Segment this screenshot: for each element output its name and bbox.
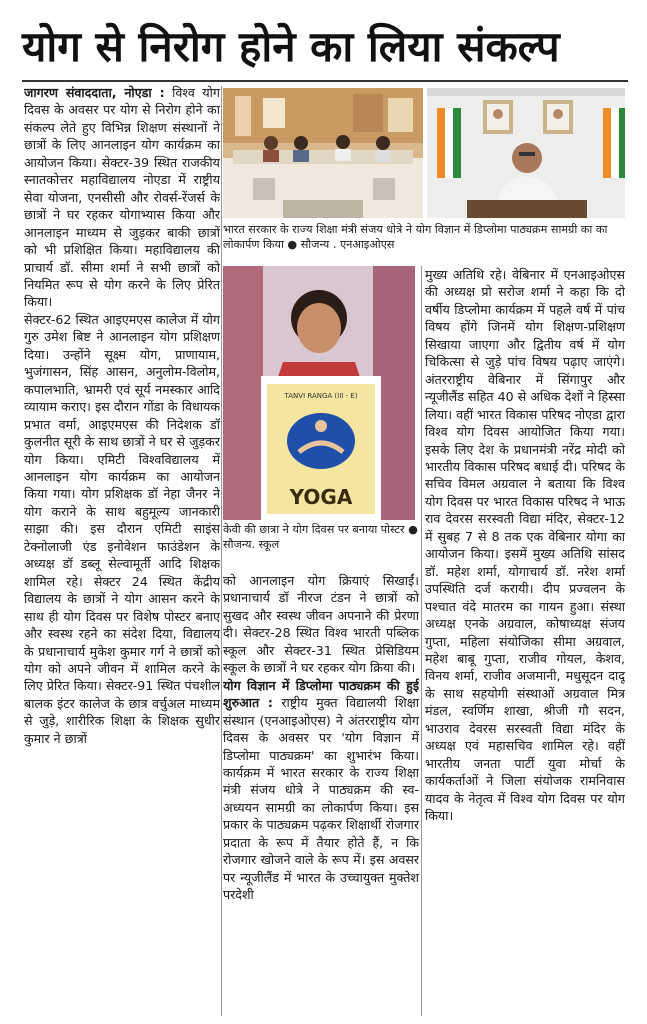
photo-caption-student: केवी की छात्रा ने योग दिवस पर बनाया पोस्टर ● सौजन्य. स्कूल [223, 523, 418, 551]
photo-minister-image [427, 88, 625, 218]
column-divider [421, 266, 422, 1016]
column2-body: राष्ट्रीय मुक्त विद्यालयी शिक्षा संस्थान (एनआइओएस) ने अंतरराष्ट्रीय योग दिवस के अवसर पर 'योग विज्ञान में डिप्लोमा पाठ्यक्रम' का शुभारंभ किया। कार्यक्रम में भारत सरकार के राज्य शिक्षा मंत्री संजय धोत्रे ने पाठ्यक्रम की स्व-अध्ययन सामग्री का लोकार्पण किया। इस प्रकार के पाठ्यक्रम पढ़कर शिक्षार्थी रोजगार प्रदाता के रूप में तैयार होते हैं, न कि रोजगार खोजने वाले के रूप में। इस अवसर पर न्यूजीलैंड में भारत के उच्चायुक्त मुक्तेश परदेशी [223, 695, 419, 903]
photo-student-poster [223, 266, 415, 520]
photo-minister-video [427, 88, 625, 218]
column2-paragraph-2 [223, 677, 419, 904]
column-divider [221, 86, 222, 1016]
column1-paragraph-2: सेक्टर-62 स्थित आइएमएस कालेज में योग गुरु उमेश बिष्ट ने आनलाइन योग प्रशिक्षण दिया। उन्होंने सूक्ष्म योग, प्राणायाम, भुजंगासन, सिंह आसन, अनुलोम-विलोम, कपालभाति, भ्रामरी एवं सूर्य नमस्कार आदि व्यायाम कराए। इस दौरान गोंडा के विधायक प्रभात वर्मा, आइएमएस की निदेशक डॉ कुलनीत सूरी के साथ छात्रों ने घर से जुड़कर योग किया। एमिटी विश्वविद्यालय में आनलाइन योग कार्यक्रम का आयोजन किया गया। योग प्रशिक्षक डॉ नेहा जैनर ने योग कराने के साथ बहुमूल्य जानकारी साझा की। इस दौरान एमिटी साइंस टेक्नोलाजी एंड इनोवेशन फाउंडेशन के अध्यक्ष डॉ डब्लू सेल्वामूर्ती आदि शिक्षक शामिल रहे। सेक्टर 24 स्थित केंद्रीय विद्यालय के छात्रों ने योग आसन करने के साथ ही योग दिवस पर विशेष पोस्टर बनाए और स्वस्थ रहने का संदेश दिया, विद्यालय के प्रधानाचार्य मुकेश कुमार गर्ग ने छात्रों को योग को अपने जीवन में शामिल करने के लिए प्रेरित किया। सेक्टर-91 स्थित पंचशील बालक इंटर कालेज के छात्र वर्चुअल माध्यम से जुड़े, शारीरिक शिक्षा के शिक्षक सुधीर कुमार ने छात्रों [24, 311, 220, 746]
photo-caption-minister: भारत सरकार के राज्य शिक्षा मंत्री संजय धोत्रे ने योग विज्ञान में डिप्लोमा पाठ्यक्रम सामग्री का का लोकार्पण किया ● सौजन्य . एनआइओएस [223, 223, 608, 251]
column1-paragraph-1 [24, 84, 220, 311]
article-column-3 [425, 266, 625, 1016]
photo-student-image [223, 266, 415, 520]
column1-text-1: विश्व योग दिवस के अवसर पर योग से निरोग होने का संकल्प लेते हुए विभिन्न शिक्षण संस्थानों ने छात्रों के लिए आनलाइन योग कार्यक्रम का आयोजन किया। सेक्टर-39 स्थित राजकीय स्नातकोत्तर महाविद्यालय नोएडा में राष्ट्रीय सेवा योजना, एनसीसी और रोवर्स-रेंजर्स के छात्रों ने घर रहकर योगाभ्यास किया और आनलाइन माध्यम से जुड़कर बाकी छात्रों को भी प्रशिक्षित किया। महाविद्यालय की प्राचार्य डॉ. सीमा शर्मा ने सभी छात्रों को नियमित रूप से योग करने के लिए प्रेरित किया। [24, 85, 220, 310]
poster-yoga-text: YOGA [289, 485, 353, 509]
dateline: जागरण संवाददाता, नोएडा : [24, 85, 165, 100]
article-column-2 [223, 572, 419, 1016]
column3-paragraph-1: मुख्य अतिथि रहे। वेबिनार में एनआइओएस की अध्यक्ष प्रो सरोज शर्मा ने कहा कि दो वर्षीय डिप्लोमा कार्यक्रम में पहले वर्ष में पांच विषय होंगे जिनमें योग शिक्षण-प्रशिक्षण सिखाया जाएगा और द्वितीय वर्ष में योग चिकित्सा से जुड़े पांच विषय पढ़ाए जाएंगे। अंतरराष्ट्रीय वेबिनार में सिंगापुर और न्यूजीलैंड सहित 40 से अधिक देशों ने हिस्सा लिया। वहीं भारत विकास परिषद नोएडा द्वारा विश्व योग दिवस आयोजित किया गया। इसके लिए देश के प्रधानमंत्री नरेंद्र मोदी को भारतीय विकास परिषद बधाई दी। परिषद के सचिव विमल अग्रवाल ने बताया कि विश्व योग दिवस पर भारत विकास परिषद ने भाऊ राव देवरस सरस्वती विद्या मंदिर, सेक्टर-12 में सुबह 7 से 8 तक एक वेबिनार योगा का आयोजन किया। इसमें मुख्य अतिथि सांसद डॉ. महेश शर्मा, योगाचार्य डॉ. नरेश शर्मा उपस्थिति दर्ज करायी। दीप प्रज्वलन के पश्चात वंदे मातरम का गायन हुआ। संस्था अध्यक्ष एनके अग्रवाल, कोषाध्यक्ष संजय गुप्ता, महिला संयोजिका सीमा अग्रवाल, महेश बाबू गुप्ता, राजीव गोयल, केशव, विनय शर्मा, राजीव अजमानी, मधुसूदन दादू के साथ सहयोगी संस्थाओं अग्रवाल मित्र मंडल, स्वर्णिम शाखा, श्रीजी गौ सदन, भाउराव देवरस सरस्वती विद्या मंदिर के अध्यक्ष एवं महासचिव शामिल रहे। वहीं भारतीय जनता पार्टी युवा मोर्चा के कार्यकर्ताओं ने जिला संयोजक रामनिवास यादव के नेतृत्व में विश्व योग दिवस पर योग किया। [425, 267, 625, 824]
article-column-1 [24, 84, 220, 1016]
photo-dais-ceremony [223, 88, 423, 218]
headline-rule [22, 80, 628, 82]
subhead-diploma: योग विज्ञान में डिप्लोमा पाठ्यक्रम की हुई शुरुआत : [223, 677, 419, 711]
photo-dais-image [223, 88, 423, 218]
column2-intro: को आनलाइन योग क्रियाएं सिखाईं। प्रधानाचार्य डॉ नीरज टंडन ने छात्रों को सुखद और स्वस्थ जीवन अपनाने की प्रेरणा दी। सेक्टर-28 स्थित विश्व भारती पब्लिक स्कूल और सेक्टर-31 स्थित प्रेसिडियम स्कूल के छात्रों ने घर रहकर योग क्रिया की। [223, 573, 419, 676]
headline: योग से निरोग होने का लिया संकल्प [22, 22, 560, 71]
poster-name-text: TANVI RANGA (III - E) [284, 392, 358, 400]
